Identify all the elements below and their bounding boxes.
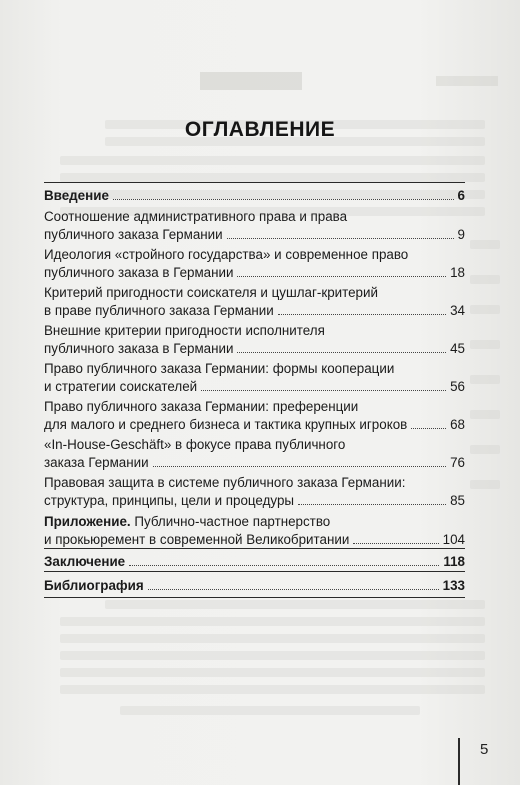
leader-dots bbox=[113, 199, 454, 200]
toc-entry-title-line: публичного заказа в Германии bbox=[44, 340, 234, 356]
page-margin-bar bbox=[458, 738, 460, 785]
toc-entry-page: 9 bbox=[457, 226, 465, 242]
toc-entry-page: 118 bbox=[443, 554, 465, 569]
toc-entry-bibliography[interactable] bbox=[44, 577, 465, 595]
toc-entry-page: 133 bbox=[442, 578, 465, 593]
toc-entry-title-line: и прокьюремент в современной Великобритании bbox=[44, 531, 350, 547]
appendix-label: Приложение. bbox=[44, 514, 131, 529]
toc-entry-title-line: Правовая защита в системе публичного заказа Германии: bbox=[44, 475, 406, 490]
toc-entry-title: Заключение bbox=[44, 554, 126, 569]
leader-dots bbox=[148, 589, 439, 590]
toc-entry-page: 45 bbox=[450, 340, 465, 356]
toc-entry-introduction[interactable] bbox=[44, 187, 465, 205]
toc-entry-title-line: в праве публичного заказа Германии bbox=[44, 302, 274, 318]
leader-dots bbox=[237, 352, 446, 353]
toc-entry-cooperation-forms[interactable] bbox=[44, 360, 465, 395]
toc-entry-legal-protection[interactable] bbox=[44, 474, 465, 509]
toc-entry-page: 76 bbox=[450, 454, 465, 470]
toc-bottom-rule bbox=[44, 597, 465, 598]
toc-entry-title-line: заказа Германии bbox=[44, 454, 149, 470]
toc-entry-page: 85 bbox=[450, 492, 465, 508]
toc-entry-title: Введение bbox=[44, 188, 109, 203]
toc-entry-title-line: Право публичного заказа Германии: преференции bbox=[44, 399, 359, 414]
leader-dots bbox=[411, 428, 446, 429]
toc-entry-title-line: и стратегии соискателей bbox=[44, 378, 198, 394]
toc-entry-title-line: для малого и среднего бизнеса и тактика крупных игроков bbox=[44, 416, 408, 432]
leader-dots bbox=[129, 565, 439, 566]
toc-entry-page: 56 bbox=[450, 378, 465, 394]
page-number: 5 bbox=[480, 741, 489, 758]
toc-entry-title-line: Внешние критерии пригодности исполнителя bbox=[44, 323, 325, 338]
toc-entry-suitability-criterion[interactable] bbox=[44, 284, 465, 319]
toc-entry-title-line: Критерий пригодности соискателя и цушлаг-критерий bbox=[44, 285, 378, 300]
toc-rule-before-conclusion bbox=[44, 548, 465, 549]
toc-entry-page: 104 bbox=[442, 531, 465, 547]
toc-entry-title-line: Право публичного заказа Германии: формы кооперации bbox=[44, 361, 395, 376]
toc-entry-title-line: Соотношение административного права и права bbox=[44, 209, 348, 224]
toc-entry-page: 18 bbox=[450, 264, 465, 280]
leader-dots bbox=[227, 238, 454, 239]
toc-entry-title-line: структура, принципы, цели и процедуры bbox=[44, 492, 295, 508]
toc-entry-title-line: «In-House-Geschäft» в фокусе права публичного bbox=[44, 437, 346, 452]
leader-dots bbox=[353, 543, 438, 544]
toc-entry-slim-state[interactable] bbox=[44, 246, 465, 281]
leader-dots bbox=[201, 390, 446, 391]
toc-entry-page: 68 bbox=[450, 416, 465, 432]
leader-dots bbox=[153, 466, 446, 467]
toc-entry-in-house[interactable] bbox=[44, 436, 465, 471]
toc-entry-preferences[interactable] bbox=[44, 398, 465, 433]
toc-entry-title-line: публичного заказа в Германии bbox=[44, 264, 234, 280]
toc-entry-appendix[interactable] bbox=[44, 513, 465, 548]
leader-dots bbox=[278, 314, 446, 315]
toc-entry-title-line: публичного заказа Германии bbox=[44, 226, 223, 242]
toc-entry-conclusion[interactable] bbox=[44, 553, 465, 571]
page-title: ОГЛАВЛЕНИЕ bbox=[184, 118, 336, 141]
toc-entry-title-line: Идеология «стройного государства» и современное право bbox=[44, 247, 409, 262]
toc-rule-before-bibliography bbox=[44, 571, 465, 572]
leader-dots bbox=[237, 276, 446, 277]
toc-entry-page: 6 bbox=[457, 188, 465, 203]
toc-entry-external-criteria[interactable] bbox=[44, 322, 465, 357]
toc-entry-title: Библиография bbox=[44, 578, 144, 593]
toc-entry-page: 34 bbox=[450, 302, 465, 318]
toc-top-rule bbox=[44, 182, 465, 183]
leader-dots bbox=[298, 504, 446, 505]
toc-entry-admin-law[interactable] bbox=[44, 208, 465, 243]
toc-entry-title-line: Публично-частное партнерство bbox=[130, 514, 331, 529]
